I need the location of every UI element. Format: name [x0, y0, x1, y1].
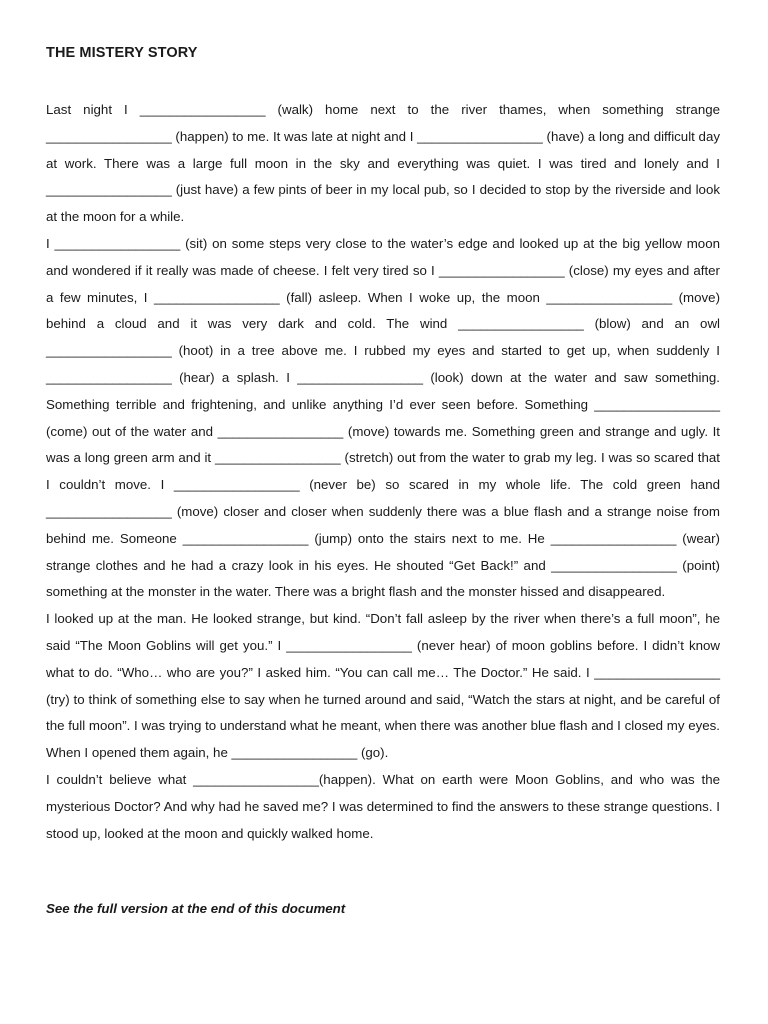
story-paragraph-4: I couldn’t believe what _________________(happen). What on earth were Moon Goblins, and who was the mysterious Doctor? And why had he saved me? I was determined to find the answers to these strange questions. I stood up, looked at the moon and quickly walked home. — [46, 771, 720, 841]
footnote: See the full version at the end of this document — [46, 901, 346, 916]
story-paragraph-2: I _________________ (sit) on some steps very close to the water’s edge and looked up at the big yellow moon and wondered if it really was made of cheese. I felt very tired so I _________________ (close) my eyes and after a few minutes, I _________________ (fall) asleep. When I woke up, the moon _________________ (move) behind a cloud and it was very dark and cold. The wind _________________ (blow) and an owl _________________ (hoot) in a tree above me. I rubbed my eyes and started to get up, when suddenly I _________________ (hear) a splash. I _________________ (look) down at the water and saw something. Something terrible and frightening, and unlike anything I’d ever seen before. Something _________________ (come) out of the water and _________________ (move) towards me. Something green and strange and ugly. It was a long green arm and it _________________ (stretch) out from the water to grab my leg. I was so scared that I couldn’t move. I _________________ (never be) so scared in my whole life. The cold green hand _________________ (move) closer and closer when suddenly there was a blue flash and a strange noise from behind me. Someone _________________ (jump) onto the stairs next to me. He _________________ (wear) strange clothes and he had a crazy look in his eyes. He shouted “Get Back!” and _________________ (point) something at the monster in the water. There was a bright flash and the monster hissed and disappeared. — [46, 235, 720, 600]
document-title: THE MISTERY STORY — [46, 45, 198, 61]
story-paragraph-3: I looked up at the man. He looked strange, but kind. “Don’t fall asleep by the river when there’s a full moon”, he said “The Moon Goblins will get you.” I _________________ (never hear) of moon goblins before. I didn’t know what to do. “Who… who are you?” I asked him. “You can call me… The Doctor.” He said. I _________________ (try) to think of something else to say when he turned around and said, “Watch the stars at night, and be careful of the full moon”. I was trying to understand what he meant, when there was another blue flash and I closed my eyes. When I opened them again, he _________________ (go). — [46, 611, 720, 761]
story-paragraph-1: Last night I _________________ (walk) home next to the river thames, when something strange _________________ (happen) to me. It was late at night and I _________________ (have) a long and difficult day at work. There was a large full moon in the sky and everything was quiet. I was tired and lonely and I _________________ (just have) a few pints of beer in my local pub, so I decided to stop by the riverside and look at the moon for a while. — [46, 102, 720, 225]
story-body — [46, 97, 720, 847]
